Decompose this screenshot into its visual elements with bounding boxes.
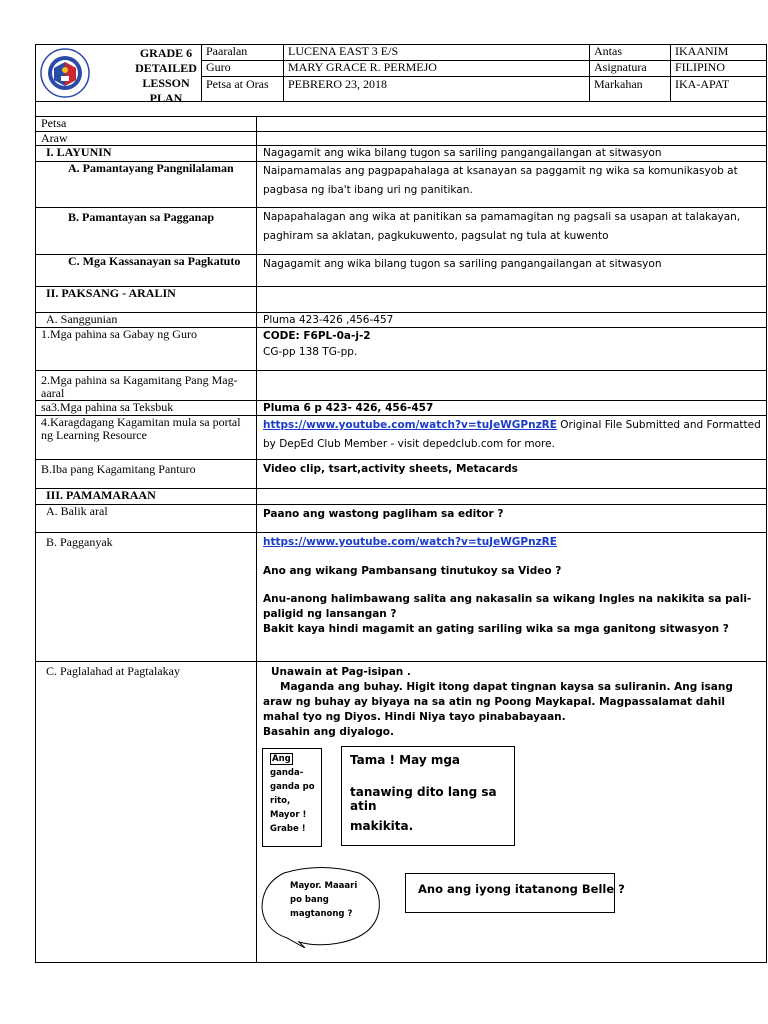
karagdagang-text: https://www.youtube.com/watch?v=tuJeWGPnzRE Original File Submitted and Formatted by DepEd Club Member - visit depedclub.com for more. <box>257 416 767 460</box>
spacer-row <box>36 102 767 117</box>
paksang-aralin-label: II. PAKSANG - ARALIN <box>36 287 257 313</box>
deped-seal-icon <box>40 48 90 98</box>
pagganyak-question-1: Ano ang wikang Pambansang tinutukoy sa Video ? <box>263 565 562 577</box>
pamantayan-pagganap-text: Napapahalagan ang wika at panitikan sa pamamagitan ng pagsali sa usapan at talakayan, paghiram sa aklatan, pagkukuwento, pagsulat ng tula at kuwento <box>257 208 767 255</box>
balik-aral-label: A. Balik aral <box>36 505 257 533</box>
pamantayang-pangnilalaman-label: A. Pamantayang Pangnilalaman <box>36 162 257 208</box>
pagganyak-question-2: Anu-anong halimbawang salita ang nakasalin sa wikang Ingles na nakikita sa pali-paligid ng lansangan ? <box>263 593 752 620</box>
pagganyak-label: B. Pagganyak <box>36 533 257 662</box>
lesson-title: GRADE 6 DETAILED LESSON PLAN <box>135 46 197 105</box>
pamantayang-pangnilalaman-text: Naipamamalas ang pagpapahalaga at ksanayan sa paggamit ng wika sa komunikasyob at pagbasa ng iba't ibang uri ng panitikan. <box>257 162 767 208</box>
pagganyak-link[interactable]: https://www.youtube.com/watch?v=tuJeWGPnzRE <box>263 536 557 548</box>
teksbuk-label: sa3.Mga pahina sa Teksbuk <box>36 401 257 416</box>
araw-value <box>257 132 767 146</box>
dialogue-bubble-1: Ang ganda- ganda po rito, Mayor ! Grabe ! <box>262 748 322 847</box>
balik-aral-text: Paano ang wastong pagliham sa editor ? <box>257 505 767 533</box>
kasanayan-label: C. Mga Kassanayan sa Pagkatuto <box>36 255 257 287</box>
header-labels-1: Paaralan Guro Petsa at Oras <box>202 45 284 102</box>
basahin-text: Basahin ang diyalogo. <box>263 726 394 738</box>
pamantayan-pagganap-label: B. Pamantayan sa Pagganap <box>36 208 257 255</box>
paksang-aralin-value <box>257 287 767 313</box>
gabay-code: CODE: F6PL-0a-j-2 <box>263 330 371 342</box>
petsa-value <box>257 117 767 132</box>
pagganyak-content <box>257 533 767 662</box>
layunin-text: Nagagamit ang wika bilang tugon sa sariling pangangailangan at sitwasyon <box>257 146 767 162</box>
dialogue-bubble-2: Tama ! May mga tanawing dito lang sa atin makikita. <box>341 746 515 846</box>
kagamitan-label: 2.Mga pahina sa Kagamitang Pang Mag-aaral <box>36 371 257 401</box>
pamamaraan-label: III. PAMAMARAAN <box>36 489 257 505</box>
header-values-1: LUCENA EAST 3 E/S MARY GRACE R. PERMEJO PEBRERO 23, 2018 <box>284 45 590 102</box>
header-labels-2: Antas Asignatura Markahan <box>590 45 671 102</box>
iba-kagamitan-text: Video clip, tsart,activity sheets, Metacards <box>257 460 767 489</box>
kasanayan-text: Nagagamit ang wika bilang tugon sa sariling pangangailangan at sitwasyon <box>257 255 767 287</box>
unawain-text: Maganda ang buhay. Higit itong dapat tingnan kaysa sa suliranin. Ang isang araw ng buhay ay biyaya na sa atin ng Poong Maykapal. Magpassalamat dahil mahal tyo ng Diyos. Hindi Niya tayo pinababayaan. <box>263 681 733 723</box>
dialogue-bubble-4: Ano ang iyong itatanong Belle ? <box>418 882 625 896</box>
karagdagang-label: 4.Karagdagang Kagamitan mula sa portal ng Learning Resource <box>36 416 257 460</box>
pamamaraan-value <box>257 489 767 505</box>
layunin-label: I. LAYUNIN <box>36 146 257 162</box>
unawain-heading: Unawain at Pag-isipan . <box>271 666 411 678</box>
iba-kagamitan-label: B.Iba pang Kagamitang Panturo <box>36 460 257 489</box>
gabay-guro-text <box>257 328 767 371</box>
sanggunian-label: A. Sanggunian <box>36 313 257 328</box>
sanggunian-text: Pluma 423-426 ,456-457 <box>257 313 767 328</box>
gabay-guro-label: 1.Mga pahina sa Gabay ng Guro <box>36 328 257 371</box>
araw-label: Araw <box>36 132 257 146</box>
dialogue-bubble-3: Mayor. Maaari po bang magtanong ? <box>290 881 358 919</box>
logo-title-cell <box>36 45 202 105</box>
karagdagang-link[interactable]: https://www.youtube.com/watch?v=tuJeWGPnzRE <box>263 419 557 431</box>
kagamitan-value <box>257 371 767 401</box>
teksbuk-text: Pluma 6 p 423- 426, 456-457 <box>257 401 767 416</box>
pagganyak-question-3: Bakit kaya hindi magamit an gating sariling wika sa mga ganitong sitwasyon ? <box>263 623 729 635</box>
header-values-2: IKAANIM FILIPINO IKA-APAT <box>671 45 767 102</box>
paglalahad-label: C. Paglalahad at Pagtalakay <box>36 662 257 963</box>
petsa-label: Petsa <box>36 117 257 132</box>
gabay-pages: CG-pp 138 TG-pp. <box>263 346 358 358</box>
header-table <box>35 44 767 105</box>
